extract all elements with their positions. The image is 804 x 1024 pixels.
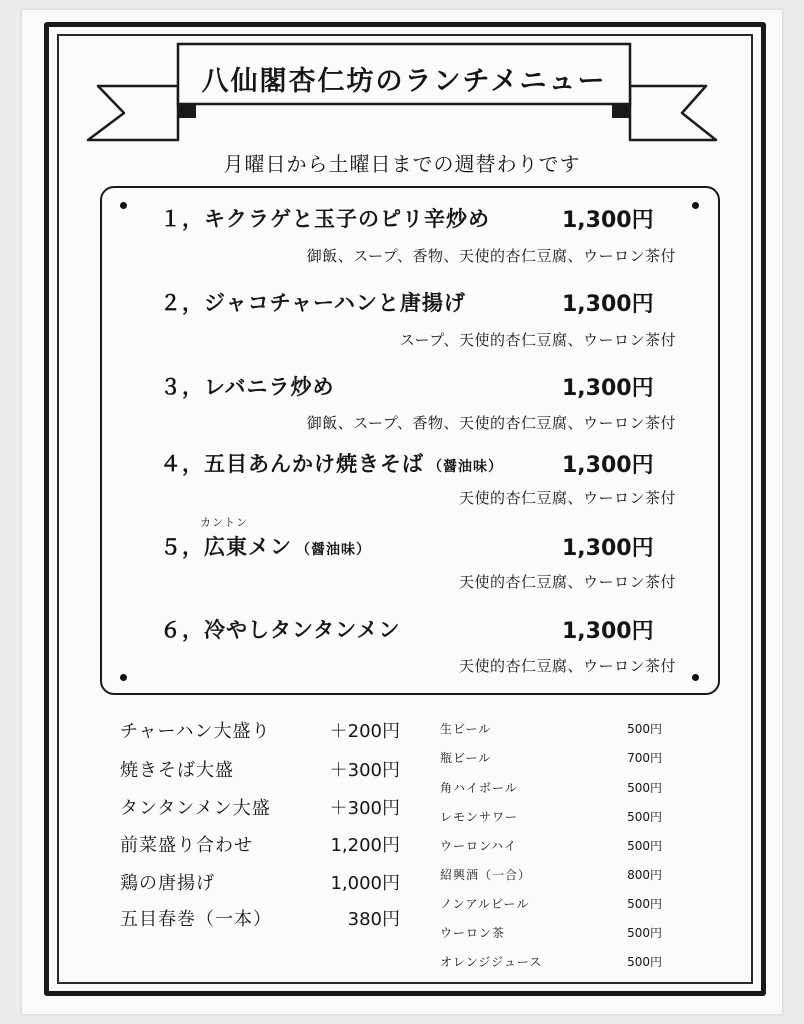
lunch-item-price: 1,300円 — [562, 453, 654, 478]
drink-item-name: オレンジジュース — [440, 955, 543, 969]
subtitle: 月曜日から土曜日までの週替わりです — [223, 152, 581, 176]
ruby-reading: カントン — [200, 516, 248, 529]
lunch-item-name: ２，ジャコチャーハンと唐揚げ — [160, 291, 466, 315]
drink-item-name: 生ビール — [440, 722, 492, 736]
lunch-item-includes: 天使的杏仁豆腐、ウーロン茶付 — [458, 573, 676, 591]
extra-item-name: 前菜盛り合わせ — [120, 835, 253, 856]
drink-item-price: 500円 — [627, 839, 662, 853]
lunch-item-price: 1,300円 — [562, 619, 654, 644]
drink-item-price: 500円 — [627, 781, 662, 795]
lunch-item-name: ４，五目あんかけ焼きそば （醤油味） — [160, 452, 503, 476]
corner-dot — [120, 674, 127, 681]
extra-item-price: ＋300円 — [329, 760, 400, 781]
drink-item-price: 500円 — [627, 955, 662, 969]
extra-item-price: 1,000円 — [330, 873, 400, 894]
page-title: 八仙閣杏仁坊のランチメニュー — [201, 65, 607, 97]
lunch-item-name: １，キクラゲと玉子のピリ辛炒め — [160, 207, 490, 231]
corner-dot — [692, 674, 699, 681]
drink-item-name: 紹興酒（一合） — [440, 868, 532, 882]
extra-item-price: 1,200円 — [330, 835, 400, 856]
lunch-item-includes: 天使的杏仁豆腐、ウーロン茶付 — [458, 657, 676, 675]
lunch-item-includes: スープ、天使的杏仁豆腐、ウーロン茶付 — [399, 331, 676, 349]
extra-item-name: タンタンメン大盛 — [120, 798, 271, 819]
lunch-item-includes: 天使的杏仁豆腐、ウーロン茶付 — [458, 489, 676, 507]
extra-item-name: チャーハン大盛り — [120, 721, 271, 742]
drink-item-name: 角ハイボール — [440, 781, 518, 795]
lunch-item-price: 1,300円 — [562, 208, 654, 233]
lunch-item-includes: 御飯、スープ、香物、天使的杏仁豆腐、ウーロン茶付 — [306, 414, 676, 432]
drink-item-price: 500円 — [627, 810, 662, 824]
drink-item-price: 500円 — [627, 722, 662, 736]
drink-item-name: ノンアルビール — [440, 897, 530, 911]
corner-dot — [120, 202, 127, 209]
extra-item-price: ＋200円 — [329, 721, 400, 742]
extra-item-name: 五目春巻（一本） — [120, 909, 272, 930]
drink-item-name: ウーロンハイ — [440, 839, 518, 853]
drink-item-price: 800円 — [627, 868, 662, 882]
lunch-item-price: 1,300円 — [562, 536, 654, 561]
drink-item-price: 500円 — [627, 926, 662, 940]
lunch-item-name: ６，冷やしタンタンメン — [160, 618, 401, 642]
drink-item-name: レモンサワー — [440, 810, 519, 824]
extra-item-price: 380円 — [347, 909, 400, 930]
extra-item-name: 鶏の唐揚げ — [120, 873, 215, 894]
lunch-item-includes: 御飯、スープ、香物、天使的杏仁豆腐、ウーロン茶付 — [306, 247, 676, 265]
drink-item-name: 瓶ビール — [440, 751, 492, 765]
drink-item-price: 700円 — [627, 751, 662, 765]
corner-dot — [692, 202, 699, 209]
extra-item-price: ＋300円 — [329, 798, 400, 819]
lunch-item-name: ３，レバニラ炒め — [160, 375, 335, 399]
lunch-item-price: 1,300円 — [562, 376, 654, 401]
lunch-item-price: 1,300円 — [562, 292, 654, 317]
drink-item-price: 500円 — [627, 897, 662, 911]
extra-item-name: 焼きそば大盛 — [120, 760, 234, 781]
lunch-item-name: ５，広東メン （醤油味） — [160, 535, 371, 559]
drink-item-name: ウーロン茶 — [440, 926, 506, 940]
